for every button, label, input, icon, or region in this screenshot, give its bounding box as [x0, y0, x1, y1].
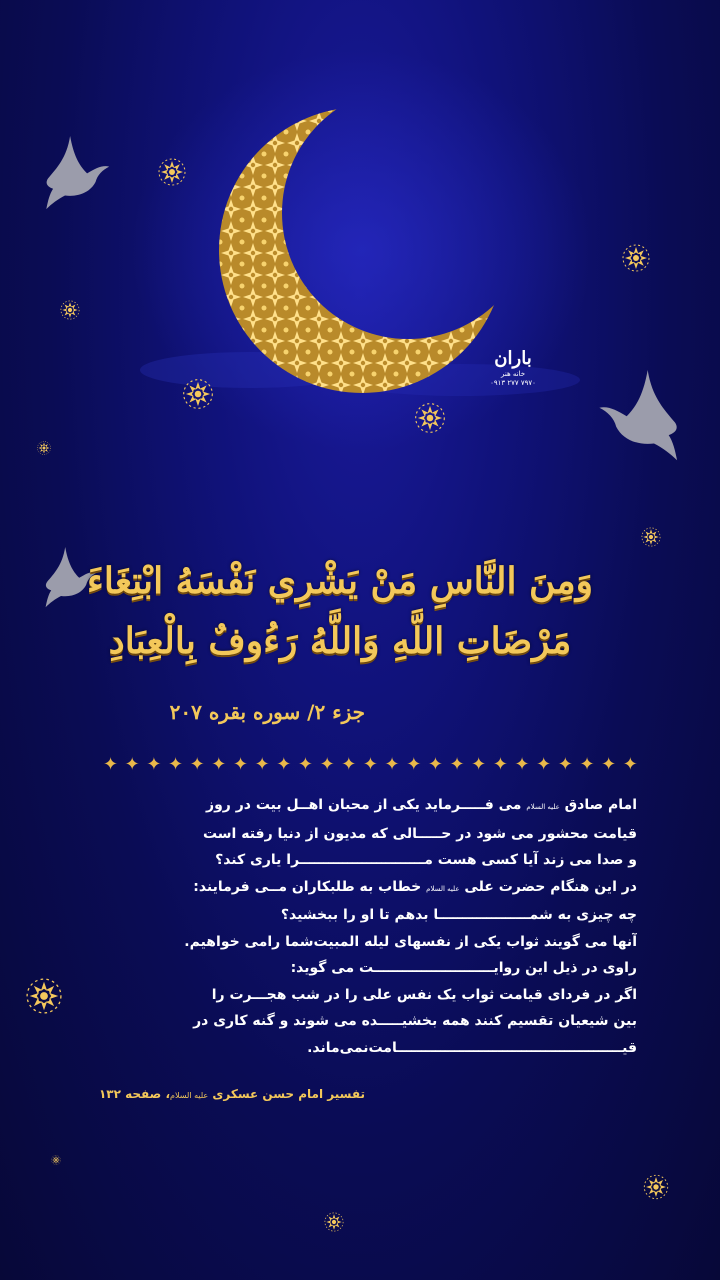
verse-reference: جزء ۲/ سوره بقره ۲۰۷ [169, 700, 365, 724]
divider-ornament-icon: ✦ [254, 754, 270, 775]
logo-name: خانه هنر [500, 370, 526, 378]
divider-ornament-icon: ✦ [362, 754, 378, 775]
honorific: علیه السلام [526, 803, 560, 811]
divider-ornament-icon: ✦ [622, 754, 638, 775]
divider-ornament-icon: ✦ [427, 754, 443, 775]
divider-ornament-icon: ✦ [103, 754, 119, 775]
verse-line-1: وَمِنَ النَّاسِ مَنْ يَشْرِي نَفْسَهُ ابْتِغَاءَ [86, 560, 594, 602]
divider-ornament-icon: ✦ [514, 754, 530, 775]
studio-logo [478, 348, 548, 398]
hadith-line-text: خطاب به طلبکاران مــی فرمایند: [193, 878, 427, 895]
hadith-line: اگر در فردای قیامت ثواب یک نفس علی را در شب هجـــرت را [211, 986, 637, 1003]
hadith-line [100, 792, 637, 821]
divider-ornament-icon: ✦ [232, 754, 249, 775]
divider-ornament-icon: ✦ [319, 754, 335, 775]
ornamental-divider [103, 754, 638, 776]
hadith-line: آنها می گویند ثواب یکی از نفسهای لیله المبیت‌شما رامی خواهیم. [184, 933, 637, 950]
hadith-line: بین شیعیان تقسیم کنند همه بخشیـــــده می شوند و گنه کاری در [193, 1013, 637, 1029]
source-page: ، صفحه ۱۳۲ [98, 1087, 171, 1101]
hadith-text [100, 792, 637, 1061]
logo-phone: ۰۹۱۳ ۲۷۷ ۷۹۷۰ [490, 379, 536, 387]
divider-ornament-icon: ✦ [449, 754, 465, 775]
hadith-line-text: می فـــــرماید یکی از محبان اهــل بیت در روز [206, 797, 527, 813]
divider-ornament-icon: ✦ [406, 754, 422, 775]
divider-ornament-icon: ✦ [189, 754, 205, 775]
divider-ornament-icon: ✦ [297, 754, 313, 775]
hadith-line: قیامت محشور می شود در حـــــالی که مدیون از دنیا رفته است [202, 825, 637, 842]
hadith-line-text: امام صادق [559, 797, 637, 813]
divider-ornament-icon: ✦ [146, 754, 162, 775]
logo-script: باران [494, 348, 532, 369]
divider-ornament-icon: ✦ [557, 754, 573, 775]
divider-ornament-icon: ✦ [124, 754, 140, 775]
honorific: علیه السلام [170, 1091, 209, 1100]
hadith-line-text: در این هنگام حضرت علی [459, 878, 637, 895]
hadith-line: راوی در ذیل این روایـــــــــــــــــــــــــت می گوید: [290, 960, 637, 976]
hadith-line: قیـــــــــــــــــــــــــــــــــــــــــــــــامت‌نمی‌ماند. [307, 1039, 637, 1056]
divider-ornament-icon: ✦ [492, 754, 508, 775]
divider-ornament-icon: ✦ [471, 754, 487, 775]
honorific: علیه السلام [426, 884, 460, 893]
source-text: تفسیر امام حسن عسکری [208, 1087, 365, 1101]
divider-ornament-icon: ✦ [211, 754, 227, 775]
hadith-line: و صدا می زند آیا کسی هست مــــــــــــــــــــــــــرا یاری کند؟ [215, 852, 637, 868]
divider-ornament-icon: ✦ [276, 754, 292, 775]
divider-ornament-icon: ✦ [167, 754, 184, 775]
divider-ornament-icon: ✦ [341, 754, 357, 775]
divider-ornament-icon: ✦ [384, 754, 400, 775]
verse-line-2: مَرْضَاتِ اللَّهِ وَاللَّهُ رَءُوفٌ بِالْعِبَادِ [108, 620, 572, 662]
source-citation [99, 1087, 365, 1101]
divider-ornament-icon: ✦ [536, 754, 552, 775]
divider-ornament-icon: ✦ [601, 754, 617, 775]
divider-ornament-icon: ✦ [579, 754, 595, 775]
hadith-line [100, 874, 637, 903]
hadith-line: چه چیزی به شمـــــــــــــــــــا بدهم تا او را ببخشید؟ [280, 907, 637, 923]
